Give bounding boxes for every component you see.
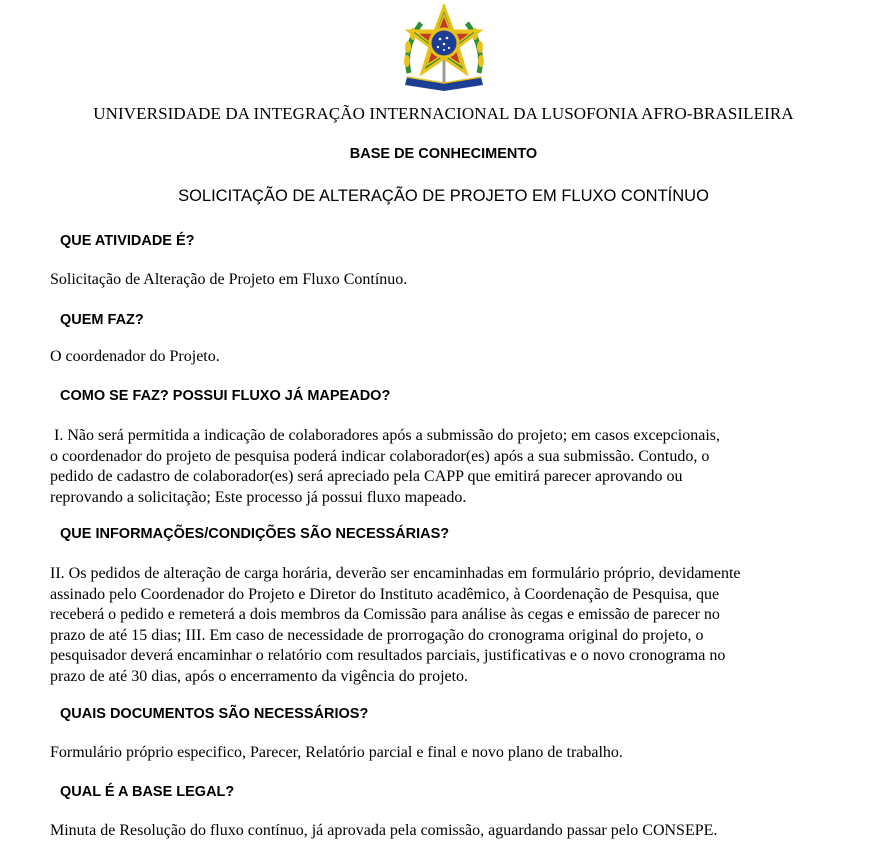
heading-informacoes-condicoes: QUE INFORMAÇÕES/CONDIÇÕES SÃO NECESSÁRIAS?: [60, 526, 450, 542]
page-title: SOLICITAÇÃO DE ALTERAÇÃO DE PROJETO EM FLUXO CONTÍNUO: [178, 187, 709, 205]
text-line: reprovando a solicitação; Este processo já possui fluxo mapeado.: [50, 488, 467, 506]
section-label: BASE DE CONHECIMENTO: [349, 146, 538, 162]
heading-documentos: QUAIS DOCUMENTOS SÃO NECESSÁRIOS?: [60, 706, 369, 722]
text-informacoes-condicoes: [50, 564, 840, 687]
heading-quem-faz: QUEM FAZ?: [60, 312, 144, 328]
text-line: prazo de até 30 dias, após o encerramento da vigência do projeto.: [50, 667, 469, 685]
text-line: II. Os pedidos de alteração de carga horária, deverão ser encaminhadas em formulário próprio, devidamente: [50, 565, 741, 582]
heading-que-atividade: QUE ATIVIDADE É?: [60, 233, 195, 249]
university-name: UNIVERSIDADE DA INTEGRAÇÃO INTERNACIONAL DA LUSOFONIA AFRO-BRASILEIRA: [93, 104, 794, 123]
text-line: prazo de até 15 dias; III. Em caso de necessidade de prorrogação do cronograma original do projeto, o: [50, 626, 704, 644]
brazil-coat-of-arms-icon: [399, 3, 489, 91]
text-como-se-faz: [50, 426, 840, 508]
text-line: pedido de cadastro de colaborador(es) será apreciado pela CAPP que emitirá parecer aprovando ou: [50, 468, 683, 485]
heading-base-legal: QUAL É A BASE LEGAL?: [60, 784, 235, 800]
text-documentos: Formulário próprio especifico, Parecer, Relatório parcial e final e novo plano de trabalho.: [50, 744, 623, 761]
heading-como-se-faz: COMO SE FAZ? POSSUI FLUXO JÁ MAPEADO?: [60, 388, 391, 404]
text-base-legal: Minuta de Resolução do fluxo contínuo, já aprovada pela comissão, aguardando passar pelo CONSEPE.: [50, 822, 718, 839]
text-line: assinado pelo Coordenador do Projeto e Diretor do Instituto acadêmico, à Coordenação de Pesquisa, que: [50, 585, 720, 603]
text-line: I. Não será permitida a indicação de colaboradores após a submissão do projeto; em casos excepcionais,: [50, 427, 720, 444]
text-quem-faz: O coordenador do Projeto.: [50, 348, 220, 365]
text-line: receberá o pedido e remeterá a dois membros da Comissão para análise às cegas e emissão de parecer no: [50, 606, 720, 623]
text-que-atividade: Solicitação de Alteração de Projeto em Fluxo Contínuo.: [50, 271, 408, 288]
text-line: pesquisador deverá encaminhar o relatório com resultados parciais, justificativas e o novo cronograma no: [50, 647, 726, 664]
text-line: o coordenador do projeto de pesquisa poderá indicar colaborador(es) após a sua submissão. Contudo, o: [50, 447, 710, 465]
